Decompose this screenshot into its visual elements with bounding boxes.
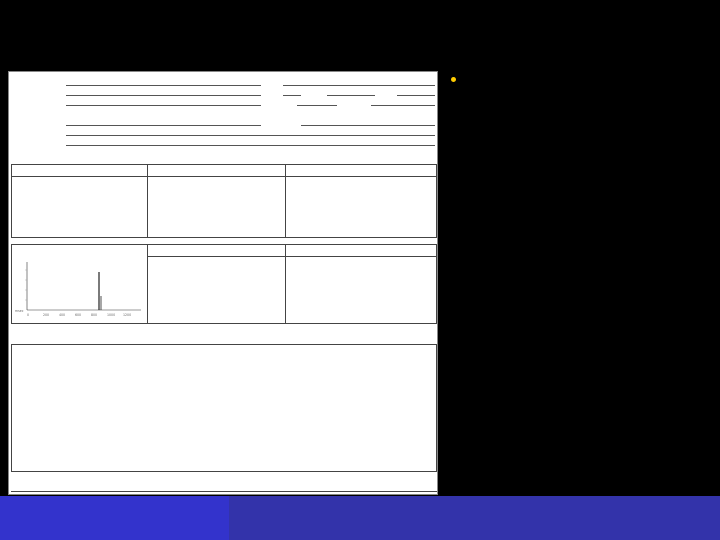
paced-beats-table [149,184,283,238]
svg-text:1200: 1200 [123,313,132,317]
histogram-header [11,245,147,257]
svg-text:800: 800 [91,313,98,317]
slide-title [65,2,655,62]
arrhythmias-table [287,264,435,322]
pacemaker-data-table [13,184,145,238]
heart-rate-table [149,264,283,322]
svg-text:1000: 1000 [107,313,116,317]
paced-beats-header [147,165,285,177]
ecg-events-header [11,331,437,343]
conclusions-header [11,479,437,491]
arrhythmias-header [285,245,437,257]
svg-text:400: 400 [59,313,66,317]
pacemaker-report [8,71,438,495]
svg-text:0: 0 [27,313,30,317]
svg-text:600: 600 [75,313,82,317]
svg-text:msec: msec [15,309,24,313]
paced-failures-header [285,165,437,177]
paced-failures-table [287,184,435,238]
ecg-labels [12,345,436,471]
heart-rate-header [147,245,285,257]
bullet-dot-icon [451,77,456,82]
pacemaker-data-header [11,165,147,177]
svg-text:200: 200 [43,313,50,317]
footer [0,496,720,540]
histogram-chart [13,258,145,322]
